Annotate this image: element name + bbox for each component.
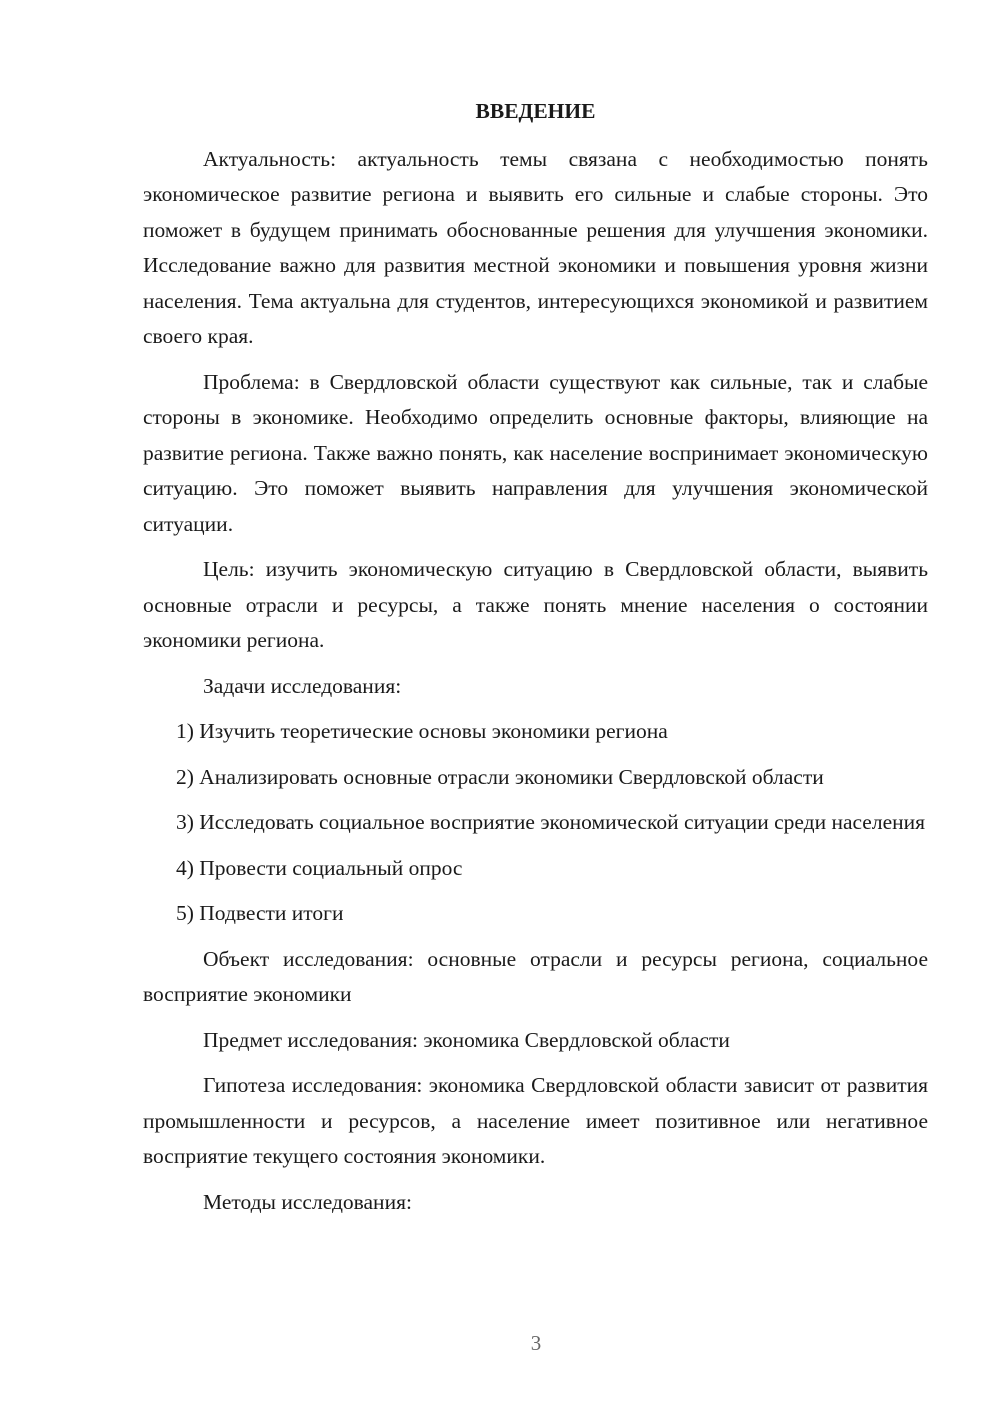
paragraph-methods: Методы исследования: (203, 1189, 412, 1214)
paragraph-tasks-heading: Задачи исследования: (203, 673, 402, 698)
document-page (143, 94, 928, 1230)
task-item-2: 2) Анализировать основные отрасли экономики Свердловской области (176, 764, 824, 789)
paragraph-hypothesis: Гипотеза исследования: экономика Свердловской области зависит от развития промышленности и ресурсов, а население имеет позитивное или негативное восприятие текущего состояния экономики. (143, 1073, 928, 1168)
task-item-1: 1) Изучить теоретические основы экономики региона (176, 719, 668, 743)
paragraph-goal: Цель: изучить экономическую ситуацию в Свердловской области, выявить основные отрасли и ресурсы, а также понять мнение населения о состоянии экономики региона. (143, 557, 928, 652)
task-item-4: 4) Провести социальный опрос (176, 855, 463, 880)
paragraph-problem: Проблема: в Свердловской области существуют как сильные, так и слабые стороны в экономике. Необходимо определить основные факторы, влияющие на развитие региона. Также важно понять, как население воспринимает экономическую ситуацию. Это поможет выявить направления для улучшения экономической ситуации. (143, 369, 928, 536)
paragraph-object: Объект исследования: основные отрасли и ресурсы региона, социальное восприятие экономики (143, 946, 928, 1006)
page-number: 3 (530, 1331, 542, 1355)
task-item-5: 5) Подвести итоги (176, 901, 344, 925)
section-title: ВВЕДЕНИЕ (475, 99, 596, 123)
paragraph-subject: Предмет исследования: экономика Свердловской области (203, 1027, 730, 1052)
paragraph-relevance: Актуальность: актуальность темы связана с необходимостью понять экономическое развитие региона и выявить его сильные и слабые стороны. Это поможет в будущем принимать обоснованные решения для улучшения экономики. Исследование важно для развития местной экономики и повышения уровня жизни населения. Тема актуальна для студентов, интересующихся экономикой и развитием своего края. (143, 146, 928, 348)
task-item-3: 3) Исследовать социальное восприятие экономической ситуации среди населения (176, 810, 926, 834)
